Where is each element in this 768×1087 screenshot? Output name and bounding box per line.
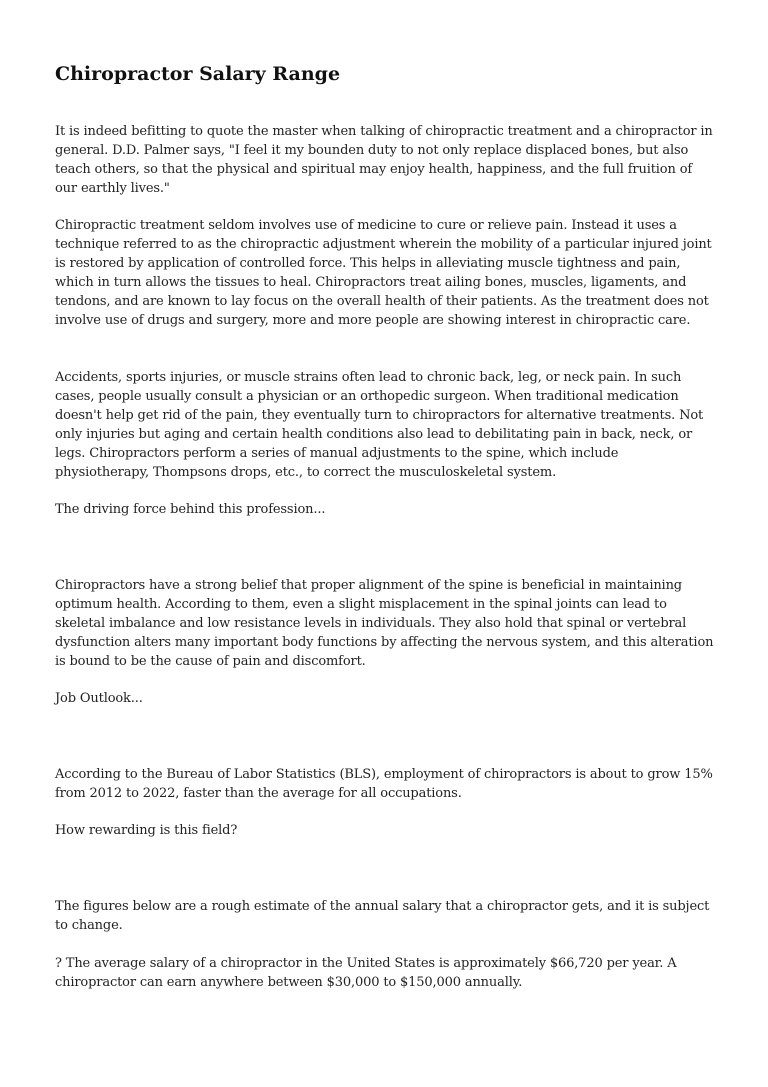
page-title: Chiropractor Salary Range (55, 63, 341, 85)
subheading-driving-force: The driving force behind this profession... (55, 502, 326, 517)
paragraph-chiropractic-treatment: Chiropractic treatment seldom involves use of medicine to cure or relieve pain. Instead it uses a technique referred to as the chiropractic adjustment wherein the mobility of a particular injured joint is restored by application of controlled force. This helps in alleviating muscle tightness and pain, which in turn allows the tissues to heal. Chiropractors treat ailing bones, muscles, ligaments, and tendons, and are known to lay focus on the overall health of their patients. As the treatment does not involve use of drugs and surgery, more and more people are showing interest in chiropractic care. (55, 218, 712, 328)
subheading-rewarding-field: How rewarding is this field? (55, 823, 238, 838)
paragraph-salary-figures: The figures below are a rough estimate of the annual salary that a chiropractor gets, and it is subject to change. (55, 899, 710, 933)
subheading-job-outlook: Job Outlook... (55, 691, 143, 706)
paragraph-palmer-quote: It is indeed befitting to quote the master when talking of chiropractic treatment and a chiropractor in general. D.D. Palmer says, "I feel it my bounden duty to not only replace displaced bones, but also teach others, so that the physical and spiritual may enjoy health, happiness, and the full fruition of our earthly lives." (55, 124, 713, 196)
paragraph-bls-outlook: According to the Bureau of Labor Statistics (BLS), employment of chiropractors is about to grow 15% from 2012 to 2022, faster than the average for all occupations. (55, 767, 713, 801)
paragraph-spine-alignment: Chiropractors have a strong belief that proper alignment of the spine is beneficial in maintaining optimum health. According to them, even a slight misplacement in the spinal joints can lead to skeletal imbalance and low resistance levels in individuals. They also hold that spinal or vertebral dysfunction alters many important body functions by affecting the nervous system, and this alteration is bound to be the cause of pain and discomfort. (55, 578, 714, 669)
paragraph-accidents-injuries: Accidents, sports injuries, or muscle strains often lead to chronic back, leg, or neck pain. In such cases, people usually consult a physician or an orthopedic surgeon. When traditional medication doesn't help get rid of the pain, they eventually turn to chiropractors for alternative treatments. Not only injuries but aging and certain health conditions also lead to debilitating pain in back, neck, or legs. Chiropractors perform a series of manual adjustments to the spine, which include physiotherapy, Thompsons drops, etc., to correct the musculoskeletal system. (55, 370, 704, 480)
paragraph-average-salary: ? The average salary of a chiropractor in the United States is approximately $66,720 per year. A chiropractor can earn anywhere between $30,000 to $150,000 annually. (55, 956, 677, 990)
